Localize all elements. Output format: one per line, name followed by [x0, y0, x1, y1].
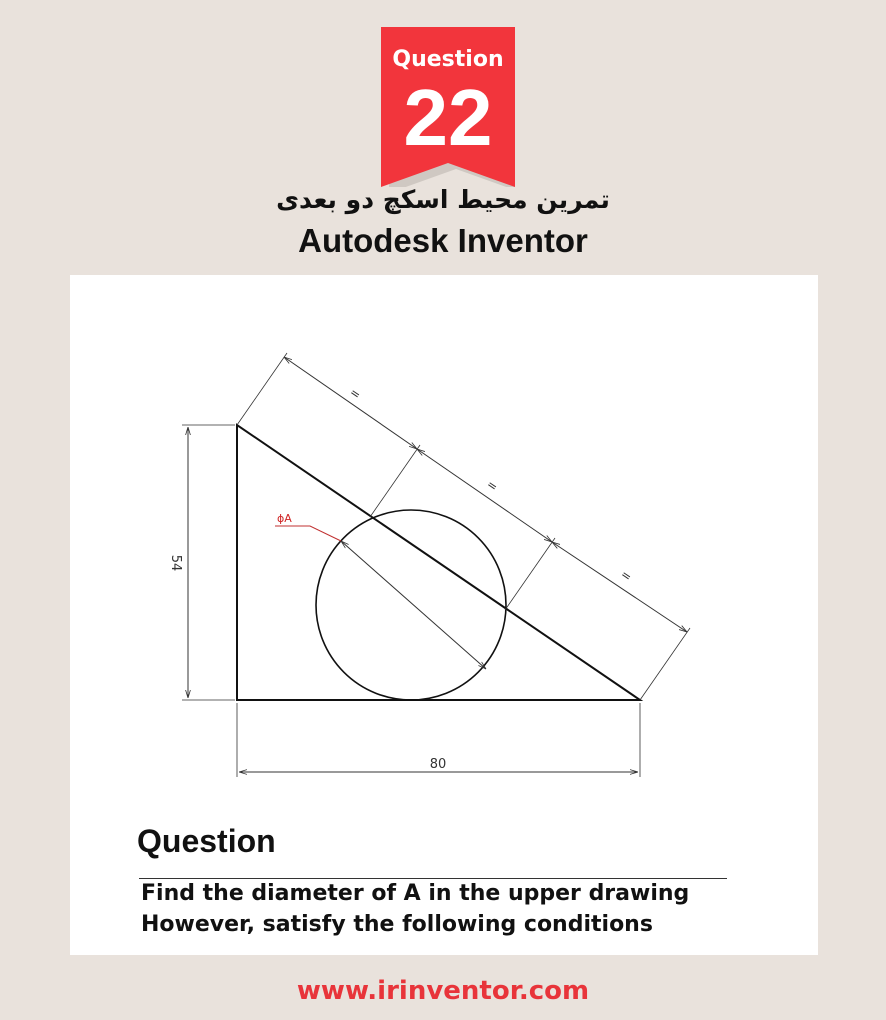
app-title: Autodesk Inventor: [298, 222, 588, 259]
website-link[interactable]: www.irinventor.com: [296, 976, 590, 1006]
extension-line: [237, 353, 287, 425]
divider: [139, 878, 727, 879]
extension-line: [505, 538, 555, 610]
question-heading: Question: [137, 823, 276, 859]
height-dimension-label: 54: [168, 554, 183, 572]
diameter-leader: [275, 526, 341, 541]
diameter-line: [341, 541, 486, 669]
triangle-outline: [237, 425, 640, 700]
equal-mark: =: [484, 477, 501, 495]
diameter-label: ϕA: [277, 512, 292, 525]
badge-number: 22: [403, 73, 493, 162]
equal-segment-dimension: [417, 449, 552, 542]
circle-a: [316, 510, 506, 700]
extension-line: [370, 445, 420, 517]
width-dimension-label: 80: [429, 757, 447, 772]
equal-segment-dimension: [552, 542, 687, 632]
badge-label: Question: [392, 47, 504, 72]
equal-mark: =: [347, 385, 364, 403]
persian-title: تمرین محیط اسکچ دو بعدی: [276, 185, 610, 214]
equal-segment-dimension: [284, 357, 417, 449]
question-badge: [381, 27, 515, 187]
drawing-sheet: [70, 275, 818, 955]
extension-line: [640, 628, 690, 700]
question-line-1: Find the diameter of A in the upper drawing: [141, 881, 690, 906]
technical-drawing: [70, 275, 818, 815]
question-line-2: However, satisfy the following conditions: [141, 912, 653, 937]
equal-mark: =: [618, 567, 635, 585]
